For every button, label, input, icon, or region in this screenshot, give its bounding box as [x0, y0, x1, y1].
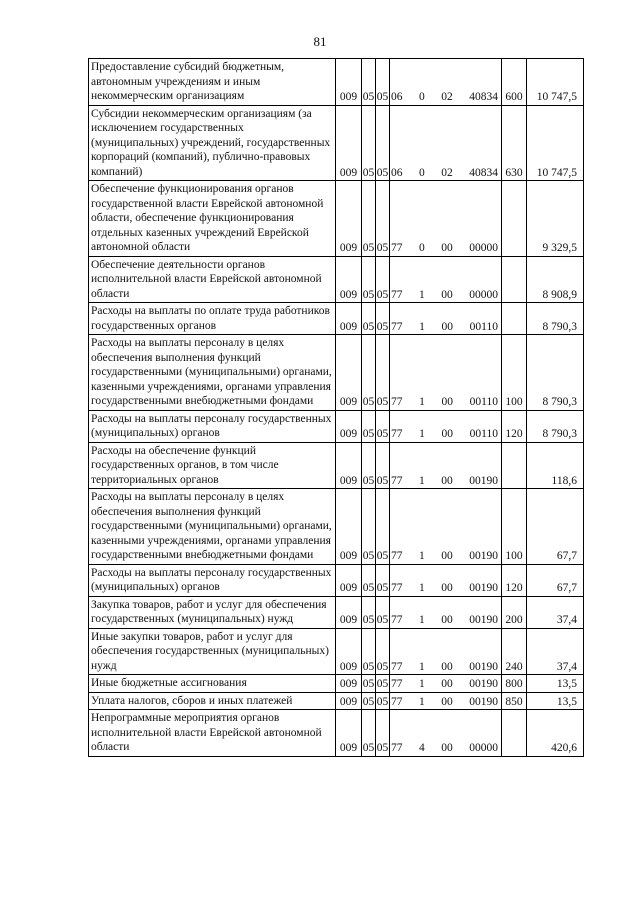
- csr-program: 77: [391, 550, 403, 562]
- target-article-code: [390, 335, 502, 411]
- expense-name: Обеспечение деятельности органов исполнительной власти Еврейской автономной области: [89, 256, 336, 303]
- expense-name: Уплата налогов, сборов и иных платежей: [89, 692, 336, 710]
- ved-code: 009: [336, 256, 362, 303]
- table-row: [89, 410, 584, 442]
- expense-name: Расходы на выплаты персоналу государственных (муниципальных) органов: [89, 410, 336, 442]
- ved-code: 009: [336, 335, 362, 411]
- subsection-code: 05: [376, 256, 390, 303]
- amount: 37,4: [527, 596, 584, 628]
- expense-name: Иные бюджетные ассигнования: [89, 675, 336, 693]
- subsection-code: 05: [376, 181, 390, 257]
- target-article-code: [390, 256, 502, 303]
- subsection-code: 05: [376, 675, 390, 693]
- table-row: [89, 105, 584, 181]
- csr-direction: 00000: [469, 242, 498, 254]
- csr-subprogram: 0: [419, 166, 425, 179]
- csr-activity: 00: [441, 695, 453, 708]
- section-code: 05: [362, 335, 376, 411]
- csr-subprogram: 1: [419, 660, 425, 673]
- ved-code: 009: [336, 692, 362, 710]
- table-row: [89, 692, 584, 710]
- ved-code: 009: [336, 303, 362, 335]
- csr-activity: 00: [441, 660, 453, 673]
- csr-program: 77: [391, 288, 403, 301]
- amount: 9 329,5: [527, 181, 584, 257]
- csr-activity: 00: [441, 396, 454, 408]
- csr-activity: 00: [441, 614, 453, 626]
- subsection-code: 05: [376, 59, 390, 106]
- csr-direction: 00110: [469, 320, 498, 333]
- table-row: [89, 442, 584, 489]
- subsection-code: 05: [376, 335, 390, 411]
- csr-subprogram: 0: [419, 91, 425, 103]
- csr-subprogram: 1: [419, 550, 425, 562]
- page-number: 81: [313, 34, 327, 49]
- subsection-code: 05: [376, 596, 390, 628]
- csr-direction: 00190: [469, 614, 498, 626]
- expense-type-code: 120: [502, 564, 527, 596]
- table-row: [89, 564, 584, 596]
- table-row: [89, 256, 584, 303]
- ved-code: 009: [336, 489, 362, 565]
- target-article-code: [390, 675, 502, 693]
- section-code: 05: [362, 256, 376, 303]
- subsection-code: 05: [376, 564, 390, 596]
- section-code: 05: [362, 675, 376, 693]
- expense-type-code: 630: [502, 105, 527, 181]
- csr-subprogram: 1: [419, 288, 425, 301]
- csr-subprogram: 1: [419, 695, 425, 708]
- target-article-code: [390, 59, 502, 106]
- expense-type-code: 100: [502, 335, 527, 411]
- csr-activity: 02: [441, 166, 453, 179]
- amount: 8 790,3: [527, 410, 584, 442]
- expense-name: Расходы на выплаты по оплате труда работников государственных органов: [89, 303, 336, 335]
- expense-type-code: [502, 256, 527, 303]
- table-row: [89, 596, 584, 628]
- csr-activity: 00: [441, 550, 453, 562]
- csr-activity: 00: [441, 288, 453, 301]
- expense-type-code: 120: [502, 410, 527, 442]
- expense-name: Предоставление субсидий бюджетным, автономным учреждениям и иным некоммерческим организациям: [89, 59, 336, 106]
- subsection-code: 05: [376, 692, 390, 710]
- amount: 13,5: [527, 692, 584, 710]
- csr-activity: 00: [441, 320, 454, 333]
- ved-code: 009: [336, 564, 362, 596]
- csr-activity: 00: [441, 474, 453, 487]
- csr-program: 77: [391, 428, 403, 440]
- expense-name: Субсидии некоммерческим организациям (за исключением государственных (муниципальных) учреждений, государственных корпораций (компаний), публично-правовых компаний): [89, 105, 336, 181]
- table-row: [89, 303, 584, 335]
- csr-program: 77: [391, 396, 403, 408]
- csr-activity: 00: [441, 428, 454, 440]
- target-article-code: [390, 442, 502, 489]
- table-row: [89, 489, 584, 565]
- subsection-code: 05: [376, 628, 390, 675]
- table-row: [89, 181, 584, 257]
- ved-code: 009: [336, 710, 362, 757]
- target-article-code: [390, 710, 502, 757]
- expense-type-code: 800: [502, 675, 527, 693]
- csr-subprogram: 4: [419, 742, 425, 754]
- table-row: [89, 59, 584, 106]
- target-article-code: [390, 628, 502, 675]
- csr-direction: 00190: [469, 678, 498, 690]
- amount: 420,6: [527, 710, 584, 757]
- section-code: 05: [362, 692, 376, 710]
- section-code: 05: [362, 105, 376, 181]
- ved-code: 009: [336, 675, 362, 693]
- csr-subprogram: 1: [419, 582, 425, 594]
- budget-table: [88, 58, 584, 757]
- csr-direction: 40834: [469, 166, 498, 179]
- expense-type-code: [502, 181, 527, 257]
- section-code: 05: [362, 410, 376, 442]
- csr-program: 77: [391, 242, 403, 254]
- expense-name: Иные закупки товаров, работ и услуг для обеспечения государственных (муниципальных) нужд: [89, 628, 336, 675]
- csr-program: 06: [391, 91, 403, 103]
- csr-subprogram: 1: [419, 474, 425, 487]
- amount: 8 908,9: [527, 256, 584, 303]
- csr-subprogram: 1: [419, 396, 425, 408]
- subsection-code: 05: [376, 410, 390, 442]
- target-article-code: [390, 105, 502, 181]
- section-code: 05: [362, 181, 376, 257]
- expense-name: Обеспечение функционирования органов государственной власти Еврейской автономной области, обеспечение функционирования отдельных казенных учреждений Еврейской автономной области: [89, 181, 336, 257]
- csr-program: 77: [391, 320, 403, 333]
- subsection-code: 05: [376, 489, 390, 565]
- target-article-code: [390, 489, 502, 565]
- amount: 8 790,3: [527, 303, 584, 335]
- csr-direction: 00000: [469, 742, 498, 754]
- section-code: 05: [362, 564, 376, 596]
- csr-program: 77: [391, 660, 403, 673]
- amount: 8 790,3: [527, 335, 584, 411]
- subsection-code: 05: [376, 303, 390, 335]
- csr-program: 77: [391, 614, 403, 626]
- csr-activity: 00: [441, 242, 453, 254]
- amount: 37,4: [527, 628, 584, 675]
- expense-type-code: 850: [502, 692, 527, 710]
- expense-type-code: [502, 442, 527, 489]
- expense-name: Расходы на обеспечение функций государственных органов, в том числе территориальных органов: [89, 442, 336, 489]
- csr-activity: 02: [441, 91, 453, 103]
- table-row: [89, 710, 584, 757]
- amount: 118,6: [527, 442, 584, 489]
- expense-name: Расходы на выплаты персоналу в целях обеспечения выполнения функций государственными (муниципальными) органами, казенными учреждениями, органами управления государственными внебюджетными фондами: [89, 489, 336, 565]
- expense-type-code: 240: [502, 628, 527, 675]
- csr-program: 77: [391, 695, 403, 708]
- csr-subprogram: 0: [419, 242, 425, 254]
- section-code: 05: [362, 489, 376, 565]
- expense-type-code: 100: [502, 489, 527, 565]
- csr-subprogram: 1: [419, 320, 425, 333]
- amount: 10 747,5: [527, 59, 584, 106]
- csr-direction: 00190: [469, 660, 498, 673]
- ved-code: 009: [336, 181, 362, 257]
- amount: 67,7: [527, 489, 584, 565]
- section-code: 05: [362, 596, 376, 628]
- target-article-code: [390, 181, 502, 257]
- csr-direction: 00190: [469, 695, 498, 708]
- amount: 13,5: [527, 675, 584, 693]
- csr-direction: 00190: [469, 474, 498, 487]
- csr-program: 77: [391, 678, 403, 690]
- section-code: 05: [362, 59, 376, 106]
- target-article-code: [390, 303, 502, 335]
- csr-subprogram: 1: [419, 614, 425, 626]
- section-code: 05: [362, 628, 376, 675]
- section-code: 05: [362, 442, 376, 489]
- csr-direction: 00190: [469, 582, 498, 594]
- expense-name: Расходы на выплаты персоналу государственных (муниципальных) органов: [89, 564, 336, 596]
- expense-type-code: [502, 303, 527, 335]
- csr-subprogram: 1: [419, 428, 425, 440]
- subsection-code: 05: [376, 710, 390, 757]
- csr-direction: 00110: [469, 396, 498, 408]
- csr-activity: 00: [441, 678, 453, 690]
- subsection-code: 05: [376, 105, 390, 181]
- target-article-code: [390, 564, 502, 596]
- table-row: [89, 675, 584, 693]
- section-code: 05: [362, 710, 376, 757]
- csr-subprogram: 1: [419, 678, 425, 690]
- csr-direction: 40834: [469, 91, 498, 103]
- csr-direction: 00190: [469, 550, 498, 562]
- csr-program: 06: [391, 166, 403, 179]
- target-article-code: [390, 596, 502, 628]
- amount: 67,7: [527, 564, 584, 596]
- ved-code: 009: [336, 596, 362, 628]
- expense-type-code: 600: [502, 59, 527, 106]
- table-row: [89, 628, 584, 675]
- table-row: [89, 335, 584, 411]
- expense-type-code: 200: [502, 596, 527, 628]
- ved-code: 009: [336, 105, 362, 181]
- expense-name: Закупка товаров, работ и услуг для обеспечения государственных (муниципальных) нужд: [89, 596, 336, 628]
- csr-activity: 00: [441, 582, 453, 594]
- csr-activity: 00: [441, 742, 453, 754]
- csr-direction: 00110: [469, 428, 498, 440]
- ved-code: 009: [336, 628, 362, 675]
- csr-program: 77: [391, 742, 403, 754]
- ved-code: 009: [336, 59, 362, 106]
- csr-direction: 00000: [469, 288, 498, 301]
- ved-code: 009: [336, 410, 362, 442]
- ved-code: 009: [336, 442, 362, 489]
- subsection-code: 05: [376, 442, 390, 489]
- section-code: 05: [362, 303, 376, 335]
- expense-name: Непрограммные мероприятия органов исполнительной власти Еврейской автономной области: [89, 710, 336, 757]
- csr-program: 77: [391, 474, 403, 487]
- target-article-code: [390, 410, 502, 442]
- expense-name: Расходы на выплаты персоналу в целях обеспечения выполнения функций государственными (муниципальными) органами, казенными учреждениями, органами управления государственными внебюджетными фондами: [89, 335, 336, 411]
- csr-program: 77: [391, 582, 403, 594]
- expense-type-code: [502, 710, 527, 757]
- amount: 10 747,5: [527, 105, 584, 181]
- target-article-code: [390, 692, 502, 710]
